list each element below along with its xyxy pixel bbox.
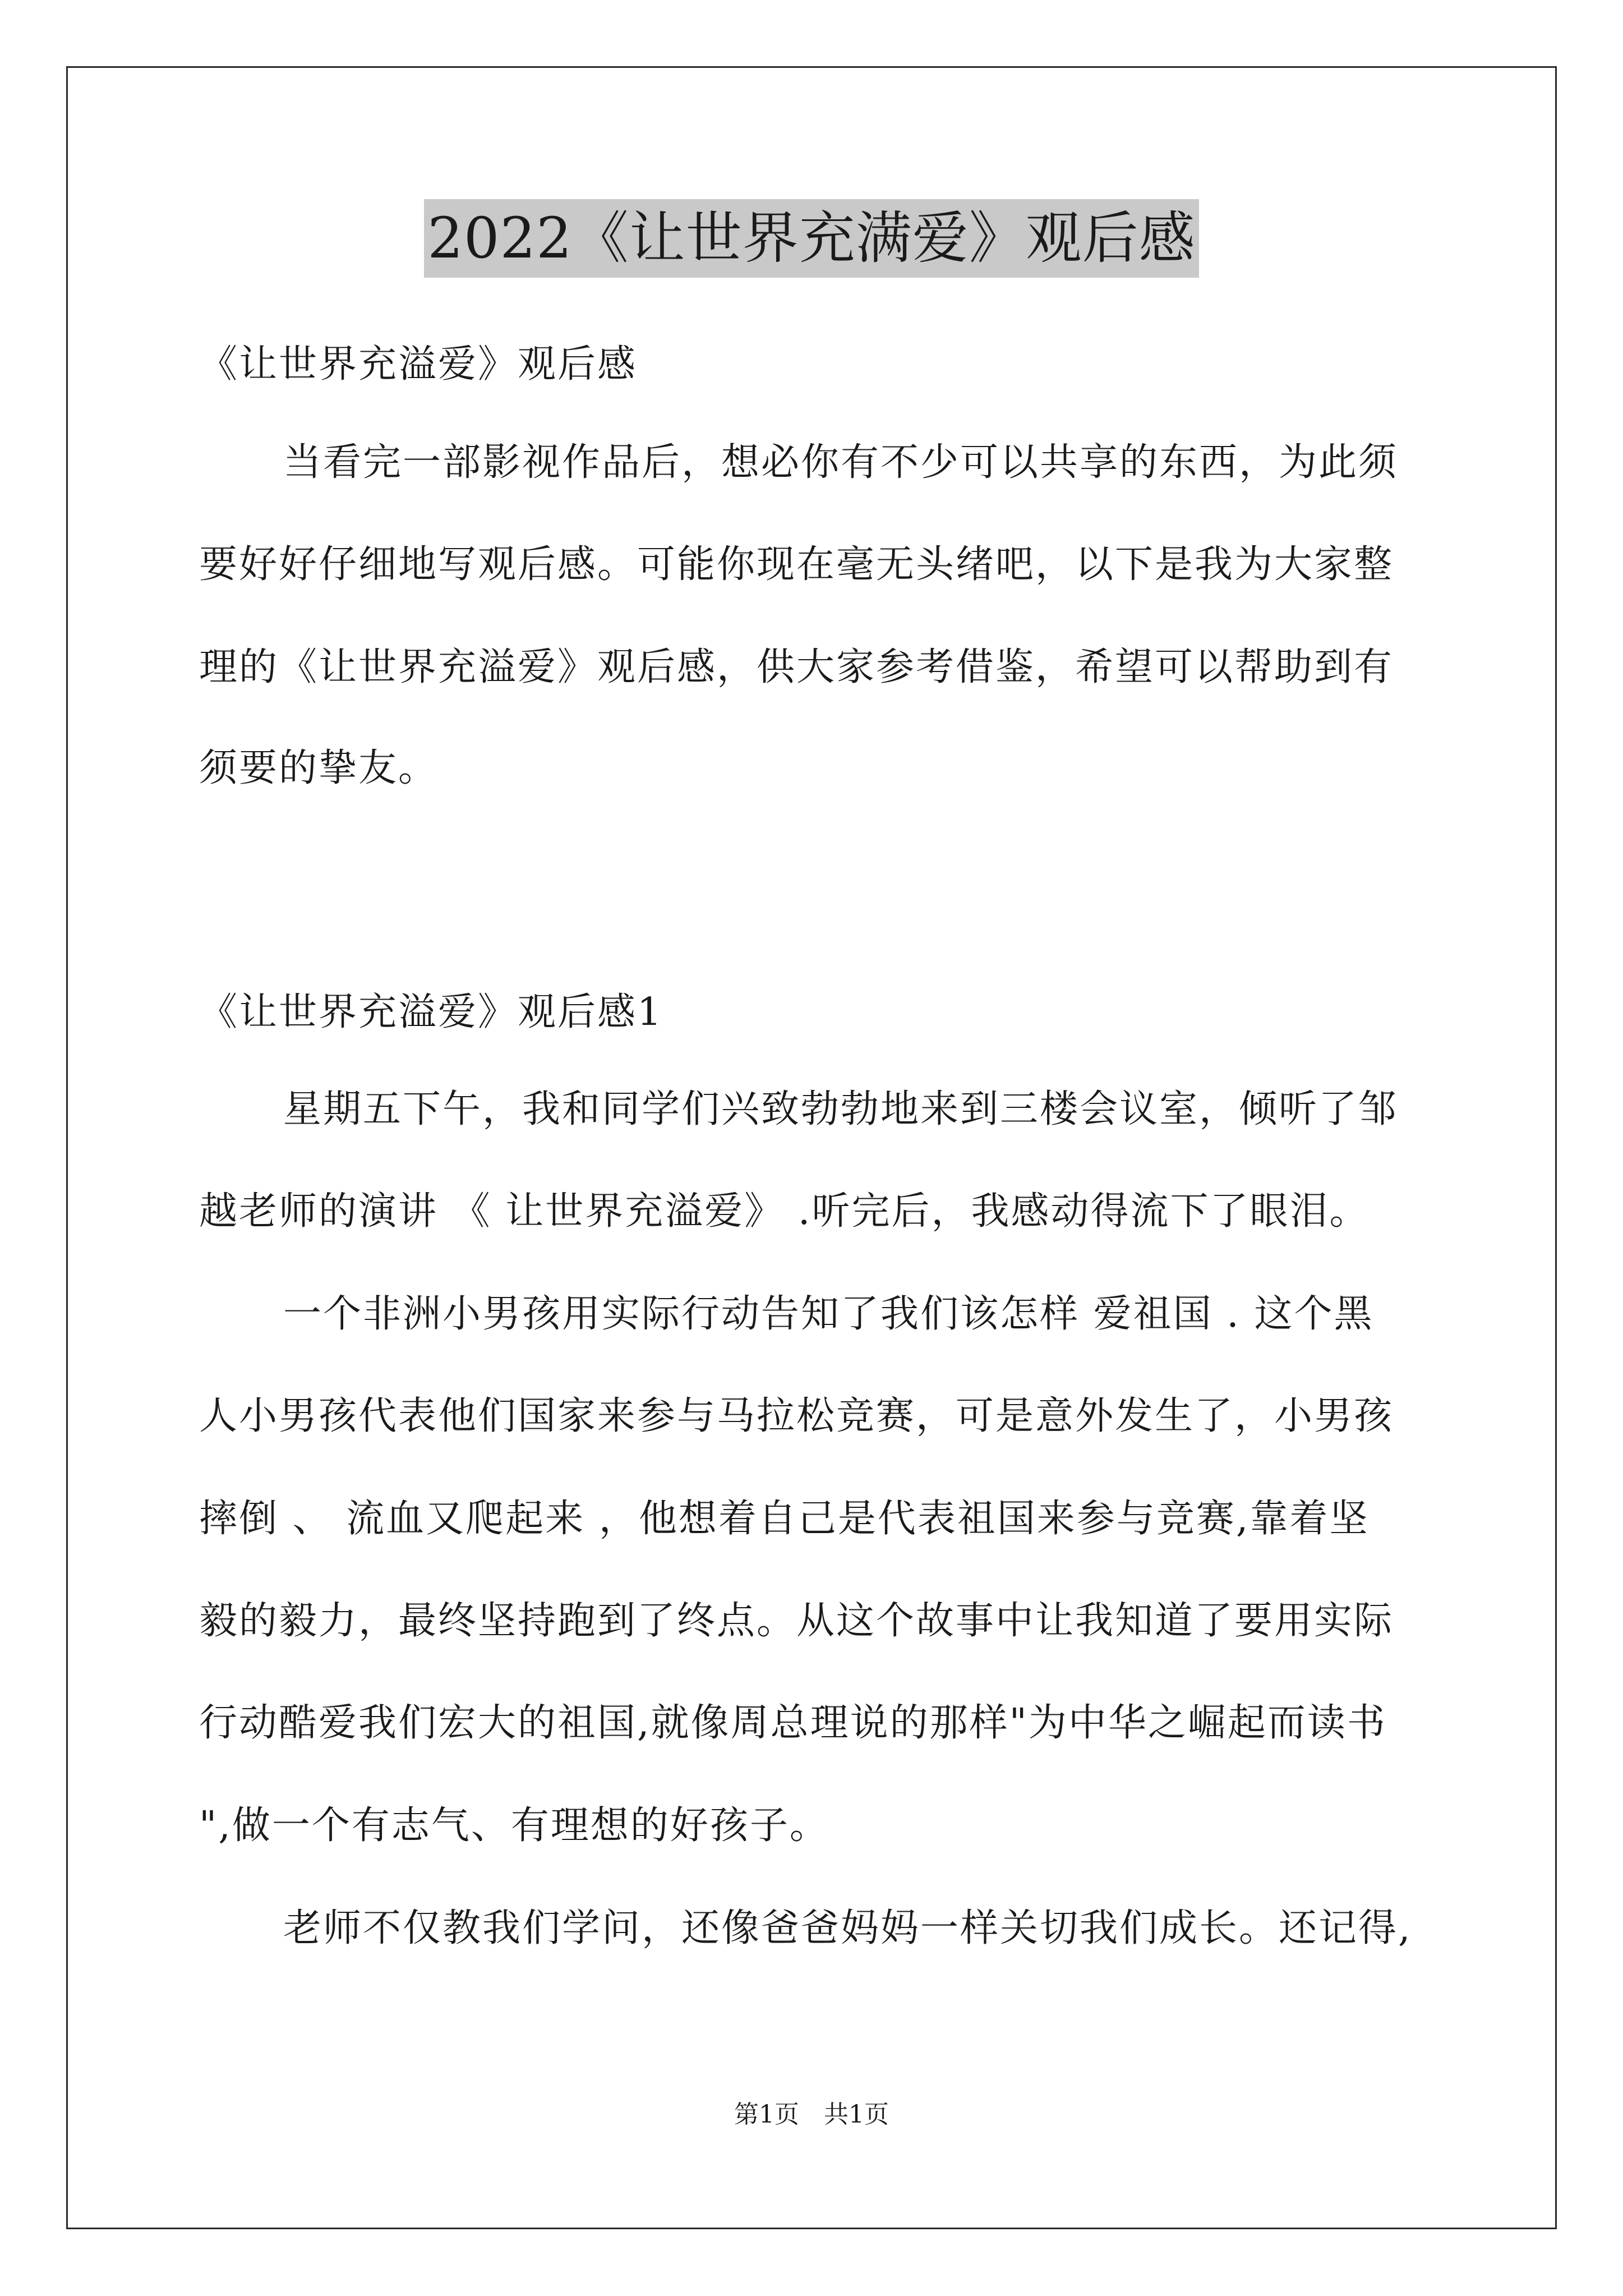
paragraph-line: 一个非洲小男孩用实际行动告知了我们该怎样 爱祖国 . 这个黑: [283, 1292, 1374, 1336]
title-container: [0, 199, 1623, 278]
paragraph-line: ",做一个有志气、有理想的好孩子。: [199, 1803, 829, 1848]
paragraph-line: 要好好仔细地写观后感。可能你现在毫无头绪吧，以下是我为大家整: [199, 542, 1394, 587]
paragraph-line: 老师不仅教我们学问，还像爸爸妈妈一样关切我们成长。还记得,: [283, 1906, 1412, 1950]
paragraph-line: 行动酷爱我们宏大的祖国,就像周总理说的那样"为中华之崛起而读书: [199, 1701, 1387, 1745]
section-heading: 《让世界充溢爱》观后感1: [199, 990, 663, 1034]
paragraph-line: 理的《让世界充溢爱》观后感，供大家参考借鉴，希望可以帮助到有: [199, 645, 1394, 689]
paragraph-line: 毅的毅力，最终坚持跑到了终点。从这个故事中让我知道了要用实际: [199, 1599, 1394, 1643]
paragraph-line: 人小男孩代表他们国家来参与马拉松竞赛，可是意外发生了，小男孩: [199, 1394, 1394, 1438]
paragraph-line: 须要的挚友。: [199, 746, 439, 790]
paragraph-line: 当看完一部影视作品后，想必你有不少可以共享的东西，为此须: [283, 440, 1399, 485]
subtitle-line: 《让世界充溢爱》观后感: [199, 342, 638, 386]
document-title: 2022《让世界充满爱》观后感: [424, 199, 1199, 278]
paragraph-line: 摔倒 、 流血又爬起来 ，他想着自己是代表祖国来参与竞赛,靠着坚: [199, 1497, 1370, 1541]
paragraph-line: 越老师的演讲 《 让世界充溢爱》 .听完后，我感动得流下了眼泪。: [199, 1189, 1370, 1234]
paragraph-line: 星期五下午，我和同学们兴致勃勃地来到三楼会议室，倾听了邹: [283, 1087, 1399, 1131]
page-footer: 第1页 共1页: [734, 2100, 889, 2129]
